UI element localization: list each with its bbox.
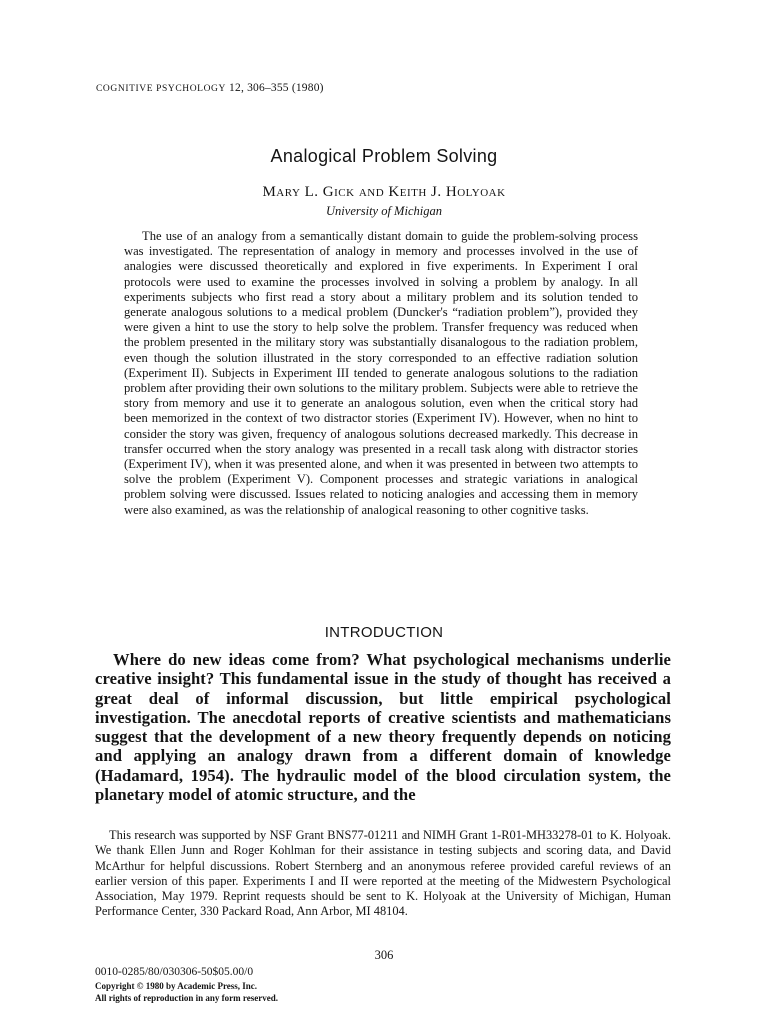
- article-title: Analogical Problem Solving: [270, 146, 498, 166]
- copyright-notice: [95, 980, 278, 1004]
- abstract: The use of an analogy from a semantically distant domain to guide the problem-solving process was investigated. The representation of analogy in memory and processes involved in the use of analogies were discussed theoretically and explored in five experiments. In Experiment I oral protocols were used to examine the processes involved in solving a problem by analogy. In all experiments subjects who first read a story about a military problem and its solution tended to generate analogous solutions to a medical problem (Duncker's “radiation problem”), provided they were given a hint to use the story to help solve the problem. Transfer frequency was reduced when the problem presented in the military story was substantially disanalogous to the radiation problem, even though the solution illustrated in the story corresponded to an effective radiation solution (Experiment II). Subjects in Experiment III tended to generate analogous solutions to the radiation problem after providing their own solutions to the military problem. Subjects were able to retrieve the story from memory and use it to generate an analogous solution, even when the critical story had been memorized in the context of two distractor stories (Experiment IV). However, when no hint to consider the story was given, frequency of analogous solutions decreased markedly. This decrease in transfer occurred when the story analogy was presented in a recall task along with distractor stories (Experiment IV), when it was presented alone, and when it was presented in between two attempts to solve the problem (Experiment V). Component processes and strategic variations in analogical problem solving were discussed. Issues related to noticing analogies and accessing them in memory were also examined, as was the relationship of analogical reasoning to other cognitive tasks.: [124, 229, 638, 517]
- section-heading-introduction: INTRODUCTION: [324, 624, 444, 641]
- journal-name: COGNITIVE PSYCHOLOGY: [96, 84, 226, 94]
- running-head: [96, 82, 324, 94]
- copyright-line: Copyright © 1980 by Academic Press, Inc.: [95, 981, 258, 991]
- acknowledgment-footnote: This research was supported by NSF Grant BNS77-01211 and NIMH Grant 1-R01-MH33278-01 to K. Holyoak. We thank Ellen Junn and Roger Kohlman for their assistance in testing subjects and scoring data, and David McArthur for helpful discussions. Robert Sternberg and an anonymous referee provided careful reviews of an earlier version of this paper. Experiments I and II were reported at the meeting of the Midwestern Psychological Association, May 1979. Reprint requests should be sent to K. Holyoak at the University of Michigan, Human Performance Center, 330 Packard Road, Ann Arbor, MI 48104.: [95, 828, 671, 919]
- author-affiliation: University of Michigan: [326, 204, 442, 218]
- rights-line: All rights of reproduction in any form reserved.: [95, 993, 278, 1003]
- introduction-paragraph: Where do new ideas come from? What psychological mechanisms underlie creative insight? This fundamental issue in the study of thought has received a great deal of informal discussion, but little empirical psychological investigation. The anecdotal reports of creative scientists and mathematicians suggest that the development of a new theory frequently depends on noticing and applying an analogy drawn from a different domain of knowledge (Hadamard, 1954). The hydraulic model of the blood circulation system, the planetary model of atomic structure, and the: [95, 650, 671, 805]
- article-authors: Mary L. Gick and Keith J. Holyoak: [262, 184, 506, 200]
- page-number: 306: [374, 948, 394, 962]
- issn-code: 0010-0285/80/030306-50$05.00/0: [95, 966, 254, 978]
- journal-citation: 12, 306–355 (1980): [229, 82, 324, 94]
